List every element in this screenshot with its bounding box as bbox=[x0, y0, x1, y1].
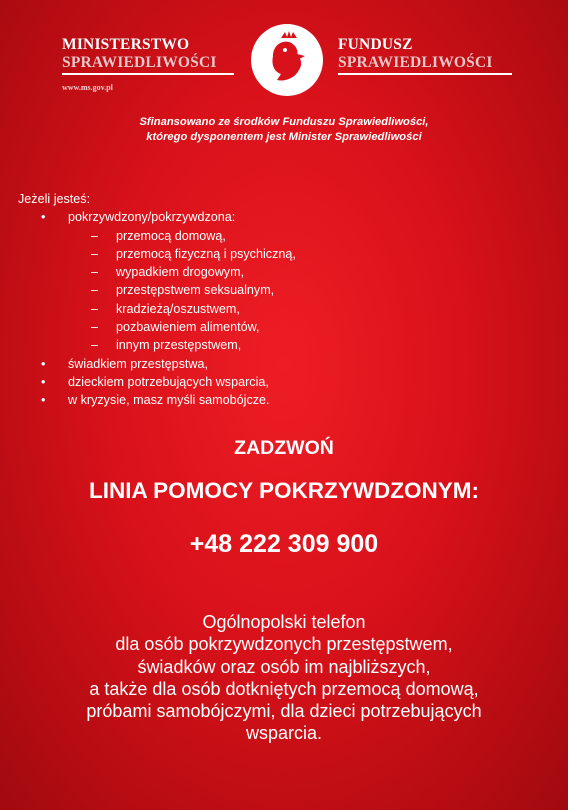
ministry-name-line2: SPRAWIEDLIWOŚCI bbox=[62, 54, 217, 71]
call-heading: ZADZWOŃ bbox=[234, 437, 334, 459]
victim-list bbox=[18, 208, 296, 409]
funding-note bbox=[0, 115, 568, 145]
description-line: dla osób pokrzywdzonych przestępstwem, bbox=[115, 634, 453, 655]
description-line: świadków oraz osób im najbliższych, bbox=[137, 656, 431, 677]
ministry-name-line1: MINISTERSTWO bbox=[62, 36, 190, 53]
sub-list-item: – innym przestępstwem, bbox=[18, 336, 296, 354]
white-eagle-emblem-icon bbox=[249, 22, 325, 98]
list-item: • pokrzywdzony/pokrzywdzona: bbox=[18, 208, 296, 226]
sub-list-item: – kradzieżą/oszustwem, bbox=[18, 300, 296, 318]
sub-list-item: – pozbawieniem alimentów, bbox=[18, 318, 296, 336]
sub-list-item: – wypadkiem drogowym, bbox=[18, 263, 296, 281]
fund-logo[interactable] bbox=[338, 36, 512, 75]
header bbox=[0, 22, 568, 102]
helpline-description bbox=[0, 611, 568, 745]
fund-name-line2: SPRAWIEDLIWOŚCI bbox=[338, 54, 493, 71]
description-line: a także dla osób dotkniętych przemocą domową, bbox=[89, 678, 479, 699]
funding-note-line2: którego dysponentem jest Minister Sprawiedliwości bbox=[146, 131, 422, 143]
description-line: próbami samobójczymi, dla dzieci potrzebujących bbox=[86, 701, 482, 722]
list-item: • świadkiem przestępstwa, bbox=[18, 355, 296, 373]
phone-number[interactable]: +48 222 309 900 bbox=[189, 530, 379, 558]
ministry-underline bbox=[62, 73, 234, 75]
description-line: Ogólnopolski telefon bbox=[202, 612, 366, 632]
sub-list-item: – przemocą domową, bbox=[18, 227, 296, 245]
fund-name-line1: FUNDUSZ bbox=[338, 36, 413, 53]
victim-list-section bbox=[18, 190, 296, 410]
funding-note-line1: Sfinansowano ze środków Funduszu Sprawiedliwości, bbox=[139, 116, 429, 128]
fund-underline bbox=[338, 73, 512, 75]
sub-list-item: – przestępstwem seksualnym, bbox=[18, 281, 296, 299]
website-link[interactable]: www.ms.gov.pl bbox=[62, 83, 113, 92]
ministry-logo[interactable] bbox=[62, 36, 234, 92]
helpline-name: LINIA POMOCY POKRZYWDZONYM: bbox=[89, 478, 479, 503]
list-item: • w kryzysie, masz myśli samobójcze. bbox=[18, 391, 296, 409]
description-line: wsparcia. bbox=[245, 723, 323, 744]
victim-intro: Jeżeli jesteś: bbox=[18, 192, 91, 206]
sub-list-item: – przemocą fizyczną i psychiczną, bbox=[18, 245, 296, 263]
list-item: • dzieckiem potrzebujących wsparcia, bbox=[18, 373, 296, 391]
